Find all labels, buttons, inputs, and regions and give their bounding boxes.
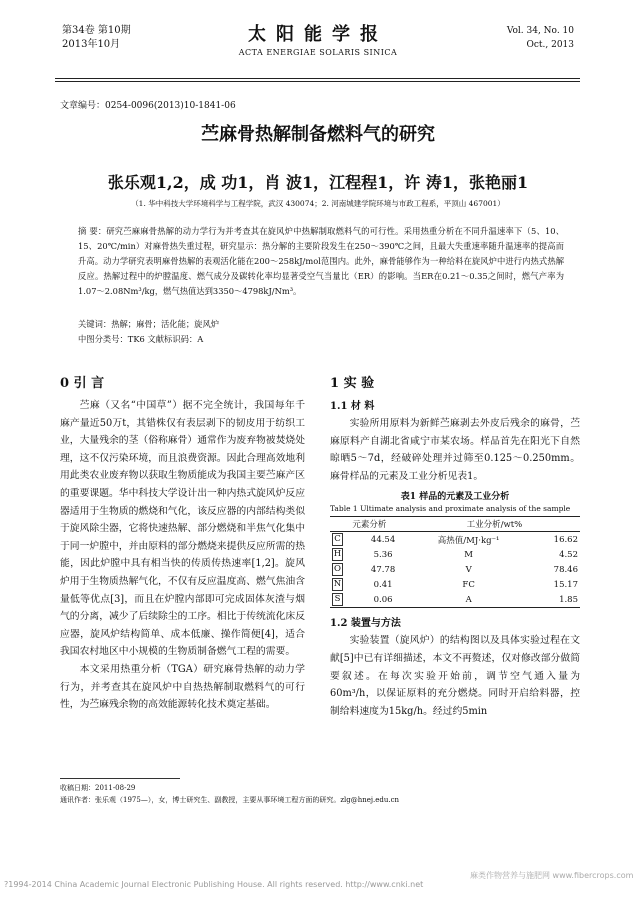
footnote: [60, 782, 399, 806]
element-value: 44.54: [370, 534, 396, 545]
proximate-value: 16.62: [553, 534, 578, 545]
journal-title-en: ACTA ENERGIAE SOLARIS SINICA: [238, 48, 398, 57]
table-body: [330, 532, 580, 608]
volume-en: [507, 24, 574, 52]
table-1: [330, 516, 580, 608]
element-symbol-box: C: [332, 533, 343, 546]
materials-paragraph: 实验所用原料为新鲜苎麻剥去外皮后残余的麻骨，苎麻原料产自湖北省咸宁市某农场。样品首先在阳光下自然晾晒5～7d，经破碎处理并过筛至0.125～0.250mm。麻骨样品的元素及工业分析见表1。: [330, 418, 580, 482]
proximate-value: 1.85: [559, 594, 578, 605]
table-caption-cn: 表1 样品的元素及工业分析: [400, 492, 510, 503]
apparatus-paragraph: 实验装置（旋风炉）的结构图以及具体实验过程在文献[5]中已有详细描述，本文不再赘述，仅对修改部分做简要叙述。在每次实验开始前，调节空气通入量为60m³/h，以保证原料的充分燃烧。同时开启给料器，控制给料速度为15kg/h。经过约5min: [330, 635, 580, 717]
affiliation: （1. 华中科技大学环境科学与工程学院，武汉 430074；2. 河南城建学院环境与市政工程系，平顶山 467001）: [131, 199, 505, 208]
proximate-value: 78.46: [553, 564, 578, 575]
element-symbol-box: S: [332, 593, 343, 606]
element-value: 0.06: [373, 594, 393, 605]
journal-title-cn: 太阳能学报: [248, 24, 388, 45]
proximate-item: 高热值/MJ·kg⁻¹: [437, 535, 500, 546]
article-number: 文章编号：0254-0096(2013)10-1841-06: [60, 101, 236, 111]
materials-heading: 1.1 材 料: [330, 401, 375, 412]
right-column: [330, 372, 580, 720]
abstract: 摘 要：研究苎麻麻骨热解的动力学行为并考查其在旋风炉中热解制取燃料气的可行性。采用热重分析在不同升温速率下（5、10、15、20℃/min）对麻骨热失重过程，研究显示：热分解的主要阶段发生在250～390℃之间，且最大失重速率随升温速率的提高而升高。动力学研究表明麻骨热解的表观活化能在200～258kJ/mol范围内。此外，麻骨能够作为一种给料在旋风炉中进行内热式热解反应。热解过程中的炉膛温度、燃气成分及碳转化率均显著受空气当量比（ER）的影响。当ER在0.21～0.35之间时，燃气产率为1.07～2.08Nm³/kg，燃气热值达到3350～4798kJ/Nm³。: [78, 226, 564, 296]
proximate-item: FC: [462, 579, 475, 590]
apparatus-heading: 1.2 装置与方法: [330, 618, 401, 630]
left-column: [60, 372, 305, 714]
proximate-item: M: [464, 549, 473, 560]
date-en: Oct., 2013: [526, 40, 574, 50]
element-symbol: [330, 592, 357, 608]
date-cn: 2013年10月: [62, 39, 121, 50]
volume-issue-cn: 第34卷 第10期: [62, 25, 131, 36]
element-symbol: [330, 562, 357, 577]
footnote-rule: [60, 778, 180, 779]
element-symbol-box: O: [332, 563, 343, 576]
table-row: [330, 577, 580, 592]
table-row: [330, 592, 580, 608]
table-head-ultimate: 元素分析: [352, 520, 387, 531]
intro-paragraph: 苎麻（又名“中国草”）据不完全统计，我国每年千麻产量近50万t，其错株仅有表层剥下的韧皮用于纺织工业，大量残余的茎（俗称麻骨）通常作为废弃物被焚烧处理，这不仅污染环境，而且浪费资源。因此合理高效地利用此类农业废弃物以获取生物质能成为我国主要苎麻产区的重要课题。华中科技大学设计出一种内热式旋风炉反应器适用于生物质的燃烧和气化，该反应器的内部结构类似于旋风除尘器，它将快速热解、部分燃烧和半焦气化集中于同一炉膛中，并由原料的部分燃烧来提供反应所需的热能，因此炉膛中具有相当快的传质传热速率[1,2]。旋风炉用于生物质热解气化，不仅有反应温度高、燃气焦油含量低等优点[3]，而且在炉膛内部即可完成固体灰渣与烟气的分离，减少了后续除尘的工序。相比于传统流化床反应器，旋风炉结构简单、成本低廉、操作简便[4]，适合我国农村地区中小规模的生物质制备燃气工程的需要。: [60, 400, 305, 658]
header-rule-2: [55, 81, 580, 82]
proximate-item: V: [465, 564, 472, 575]
paper-title: 苎麻骨热解制备燃料气的研究: [201, 124, 435, 145]
element-symbol-box: N: [333, 579, 342, 590]
volume-issue-en: Vol. 34, No. 10: [506, 26, 574, 36]
corresponding-author: 通讯作者：张乐观（1975—），女，博士研究生、副教授，主要从事环境工程方面的研究。zlg@hnej.edu.cn: [60, 796, 400, 804]
proximate-value: 4.52: [559, 549, 578, 560]
keywords: 关键词：热解；麻骨；活化能；旋风炉: [78, 319, 220, 329]
author-list: 张乐观1,2，成 功1，肖 波1，江程程1，许 涛1，张艳丽1: [107, 173, 529, 192]
element-symbol: [330, 547, 357, 562]
classification: 中图分类号：TK6 文献标识码：A: [78, 334, 204, 344]
watermark: 麻类作物营养与施肥网 www.fibercrops.com: [470, 871, 634, 880]
element-symbol: [330, 532, 357, 548]
intro-heading: 0 引 言: [60, 376, 105, 391]
experiment-heading: 1 实 验: [330, 376, 375, 391]
table-caption-en: Table 1 Ultimate analysis and proximate analysis of the sample: [330, 504, 571, 514]
table-row: [330, 562, 580, 577]
table-head-proximate: 工业分析/wt%: [466, 520, 523, 531]
intro-paragraph-2: 本文采用热重分析（TGA）研究麻骨热解的动力学行为，并考查其在旋风炉中自热热解制取燃料气的可行性，为苎麻残余物的高效能源转化技术奠定基础。: [60, 663, 305, 711]
element-value: 0.41: [373, 579, 393, 590]
table-row: [330, 547, 580, 562]
proximate-item: A: [465, 594, 472, 605]
element-symbol-box: H: [333, 549, 342, 560]
element-symbol: [330, 577, 357, 592]
received-date: 收稿日期：2011-08-29: [60, 784, 136, 792]
proximate-value: 15.17: [553, 579, 578, 590]
copyright-line: ?1994-2014 China Academic Journal Electronic Publishing House. All rights reserved. http://www.cnki.net: [4, 880, 424, 889]
table-row: [330, 532, 580, 548]
header-rule: [55, 78, 580, 79]
element-value: 47.78: [370, 564, 396, 575]
element-value: 5.36: [373, 549, 393, 560]
